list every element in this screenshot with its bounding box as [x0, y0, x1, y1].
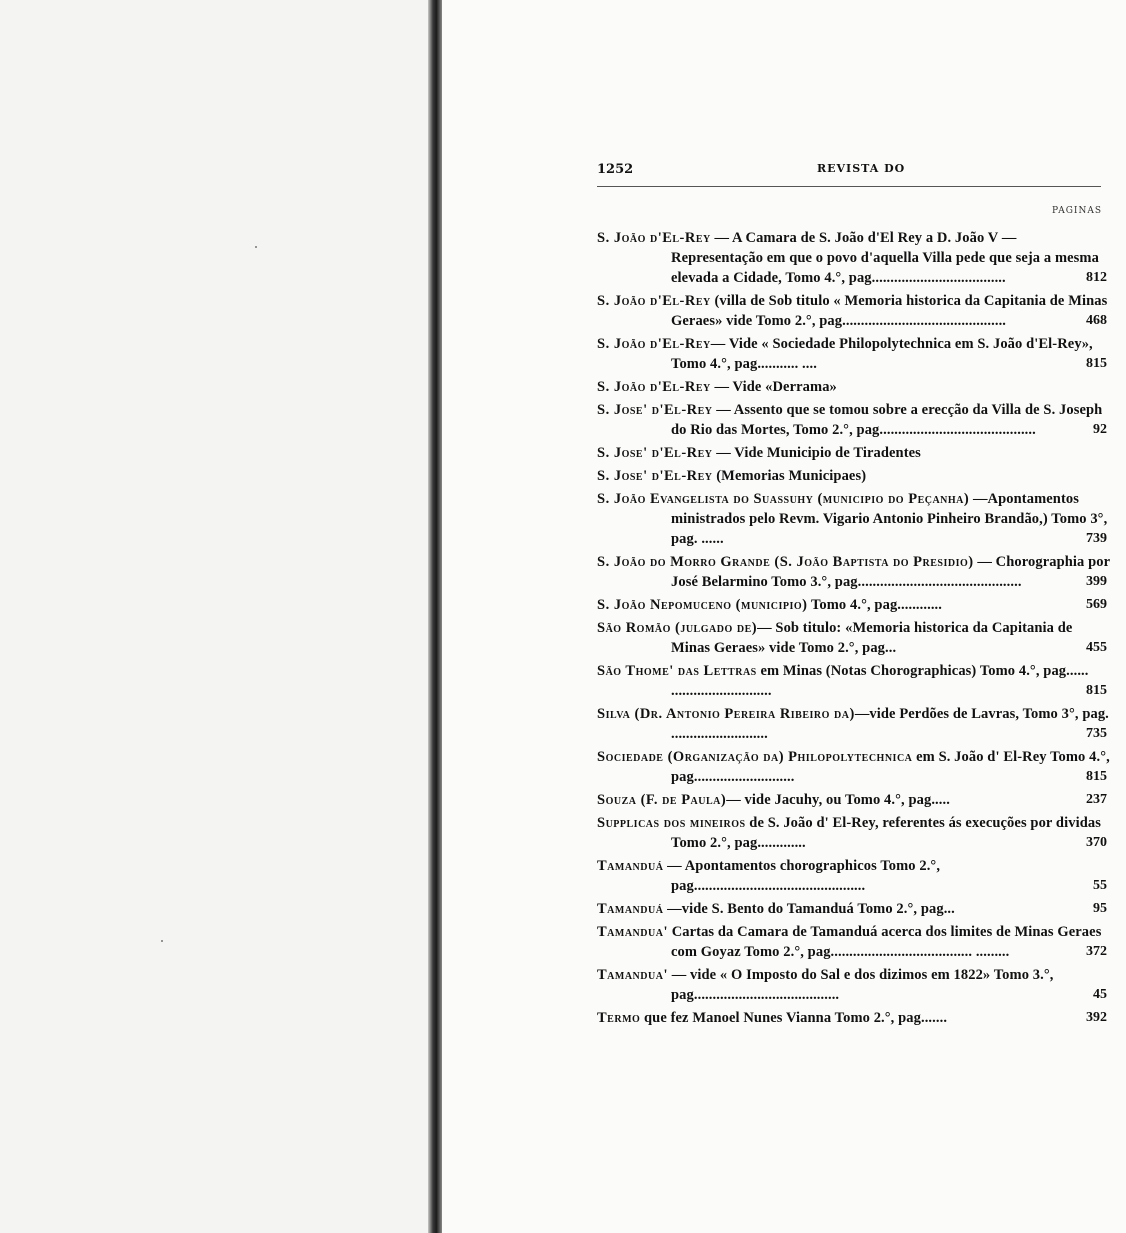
- entry-page-number: 372: [1086, 944, 1107, 959]
- paper-speck: [255, 246, 257, 248]
- entry-description: — Assento que se tomou sobre a erecção da Villa de S. Joseph do Rio das Mortes, Tomo 2.°, pag..........................................: [671, 402, 1103, 438]
- entry-text: [597, 661, 1111, 701]
- entry-heading: Silva (Dr. Antonio Pereira Ribeiro da): [597, 706, 855, 722]
- entry-text: [597, 813, 1111, 853]
- index-entry: [597, 466, 1107, 486]
- entry-text: [597, 1008, 1111, 1028]
- entry-heading: S. João d'El-Rey: [597, 230, 711, 246]
- entry-page-number: 399: [1086, 574, 1107, 589]
- entry-description: — Vide Municipio de Tiradentes: [712, 445, 921, 461]
- entry-heading: Tamandua': [597, 924, 668, 940]
- entry-page-number: 92: [1093, 422, 1107, 437]
- entry-text: [597, 377, 1111, 397]
- entry-description: — A Camara de S. João d'El Rey a D. João V — Representação em que o povo d'aquella Villa pede que seja a mesma elevada a Cidade, Tomo 4.°, pag....................................: [671, 230, 1099, 286]
- index-entry: [597, 377, 1107, 397]
- entry-heading: Termo: [597, 1010, 641, 1026]
- index-entry: [597, 489, 1107, 549]
- entry-description: Tomo 4.°, pag............: [807, 597, 942, 613]
- index-entry: [597, 899, 1107, 919]
- entry-heading: S. Jose' d'El-Rey: [597, 445, 713, 461]
- entry-description: — Chorographia por José Belarmino Tomo 3.°, pag............................................: [671, 554, 1110, 590]
- entry-description: (villa de Sob titulo « Memoria historica da Capitania de Minas Geraes» vide Tomo 2.°, pag............................................: [671, 293, 1108, 329]
- entry-heading: S. João d'El-Rey: [597, 379, 711, 395]
- entry-page-number: 468: [1086, 313, 1107, 328]
- entry-description: de S. João d' El-Rey, referentes ás execuções por dividas Tomo 2.°, pag.............: [671, 815, 1101, 851]
- index-entry: [597, 704, 1107, 744]
- index-entry: [597, 790, 1107, 810]
- entry-page-number: 812: [1086, 270, 1107, 285]
- entry-text: [597, 618, 1111, 658]
- index-entry: [597, 400, 1107, 440]
- entry-description: — Vide «Derrama»: [710, 379, 837, 395]
- index-entry: [597, 922, 1107, 962]
- entry-heading: Tamanduá: [597, 858, 664, 874]
- entry-heading: S. Jose' d'El-Rey: [597, 468, 713, 484]
- entry-page-number: 55: [1093, 878, 1107, 893]
- entry-description: que fez Manoel Nunes Vianna Tomo 2.°, pag.......: [640, 1010, 948, 1026]
- entry-heading: S. João do Morro Grande (S. João Baptista do Presidio): [597, 554, 974, 570]
- entry-description: — Vide « Sociedade Philopolytechnica em S. João d'El-Rey», Tomo 4.°, pag........... ....: [671, 336, 1093, 372]
- index-entry: [597, 965, 1107, 1005]
- entry-text: [597, 466, 1111, 486]
- entry-page-number: 815: [1086, 683, 1107, 698]
- entry-heading: Supplicas dos mineiros: [597, 815, 746, 831]
- entry-heading: S. João d'El-Rey: [597, 336, 711, 352]
- entry-text: [597, 291, 1111, 331]
- entry-description: — Sob titulo: «Memoria historica da Capitania de Minas Geraes» vide Tomo 2.°, pag...: [671, 620, 1073, 656]
- entry-page-number: 237: [1086, 792, 1107, 807]
- index-entry: [597, 595, 1107, 615]
- entry-description: (Memorias Municipaes): [712, 468, 867, 484]
- entry-page-number: 815: [1086, 769, 1107, 784]
- entry-text: [597, 704, 1111, 744]
- entry-text: [597, 400, 1111, 440]
- entry-heading: São Romão (julgado de): [597, 620, 758, 636]
- index-entry: [597, 813, 1107, 853]
- index-entries: [597, 228, 1110, 1031]
- entry-heading: Souza (F. de Paula): [597, 792, 727, 808]
- paper-speck: [161, 940, 163, 942]
- index-entry: [597, 228, 1107, 288]
- book-spine: [428, 0, 442, 1233]
- entry-page-number: 45: [1093, 987, 1107, 1002]
- paginas-column-label: PAGINAS: [1052, 206, 1103, 216]
- entry-description: —Apontamentos ministrados pelo Revm. Vigario Antonio Pinheiro Brandão,) Tomo 3°, pag. ......: [671, 491, 1108, 547]
- page-number: 1252: [597, 162, 634, 177]
- entry-description: em Minas (Notas Chorographicas) Tomo 4.°, pag...... ...........................: [671, 663, 1089, 699]
- entry-text: [597, 965, 1111, 1005]
- index-entry: [597, 443, 1107, 463]
- entry-page-number: 569: [1086, 597, 1107, 612]
- entry-text: [597, 856, 1111, 896]
- entry-heading: São Thome' das Lettras: [597, 663, 757, 679]
- entry-page-number: 815: [1086, 356, 1107, 371]
- entry-heading: Tamandua': [597, 967, 668, 983]
- index-entry: [597, 552, 1110, 592]
- entry-page-number: 95: [1093, 901, 1107, 916]
- index-entry: [597, 856, 1107, 896]
- index-entry: [597, 661, 1107, 701]
- index-entry: [597, 291, 1107, 331]
- entry-description: Cartas da Camara de Tamanduá acerca dos limites de Minas Geraes com Goyaz Tomo 2.°, pag...................................... .........: [667, 924, 1102, 960]
- entry-description: em S. João d' El-Rey Tomo 4.°, pag...........................: [671, 749, 1110, 785]
- entry-heading: S. João d'El-Rey: [597, 293, 711, 309]
- entry-text: [597, 595, 1111, 615]
- entry-text: [597, 922, 1111, 962]
- running-header: [597, 162, 1101, 187]
- index-entry: [597, 334, 1107, 374]
- entry-text: [597, 334, 1111, 374]
- entry-description: —vide Perdões de Lavras, Tomo 3°, pag. ..........................: [671, 706, 1109, 742]
- entry-description: —vide S. Bento do Tamanduá Tomo 2.°, pag...: [663, 901, 955, 917]
- index-entry: [597, 747, 1110, 787]
- entry-page-number: 392: [1086, 1010, 1107, 1025]
- entry-page-number: 739: [1086, 531, 1107, 546]
- index-entry: [597, 618, 1107, 658]
- entry-text: [597, 899, 1111, 919]
- entry-page-number: 370: [1086, 835, 1107, 850]
- entry-heading: S. João Nepomuceno (municipio): [597, 597, 808, 613]
- entry-heading: Tamanduá: [597, 901, 664, 917]
- entry-text: [597, 443, 1111, 463]
- entry-text: [597, 747, 1111, 787]
- entry-page-number: 735: [1086, 726, 1107, 741]
- entry-heading: S. João Evangelista do Suassuhy (municipio do Peçanha): [597, 491, 970, 507]
- entry-heading: Sociedade (Organização da) Philopolytechnica: [597, 749, 913, 765]
- entry-heading: S. Jose' d'El-Rey: [597, 402, 713, 418]
- journal-title: REVISTA DO: [817, 162, 906, 175]
- entry-text: [597, 228, 1111, 288]
- entry-description: — Apontamentos chorographicos Tomo 2.°, pag..............................................: [663, 858, 941, 894]
- entry-page-number: 455: [1086, 640, 1107, 655]
- index-entry: [597, 1008, 1107, 1028]
- entry-description: — vide « O Imposto do Sal e dos dizimos em 1822» Tomo 3.°, pag.......................................: [667, 967, 1054, 1003]
- entry-text: [597, 489, 1111, 549]
- entry-text: [597, 552, 1111, 592]
- entry-description: — vide Jacuhy, ou Tomo 4.°, pag.....: [726, 792, 950, 808]
- left-page: [0, 0, 432, 1233]
- entry-text: [597, 790, 1111, 810]
